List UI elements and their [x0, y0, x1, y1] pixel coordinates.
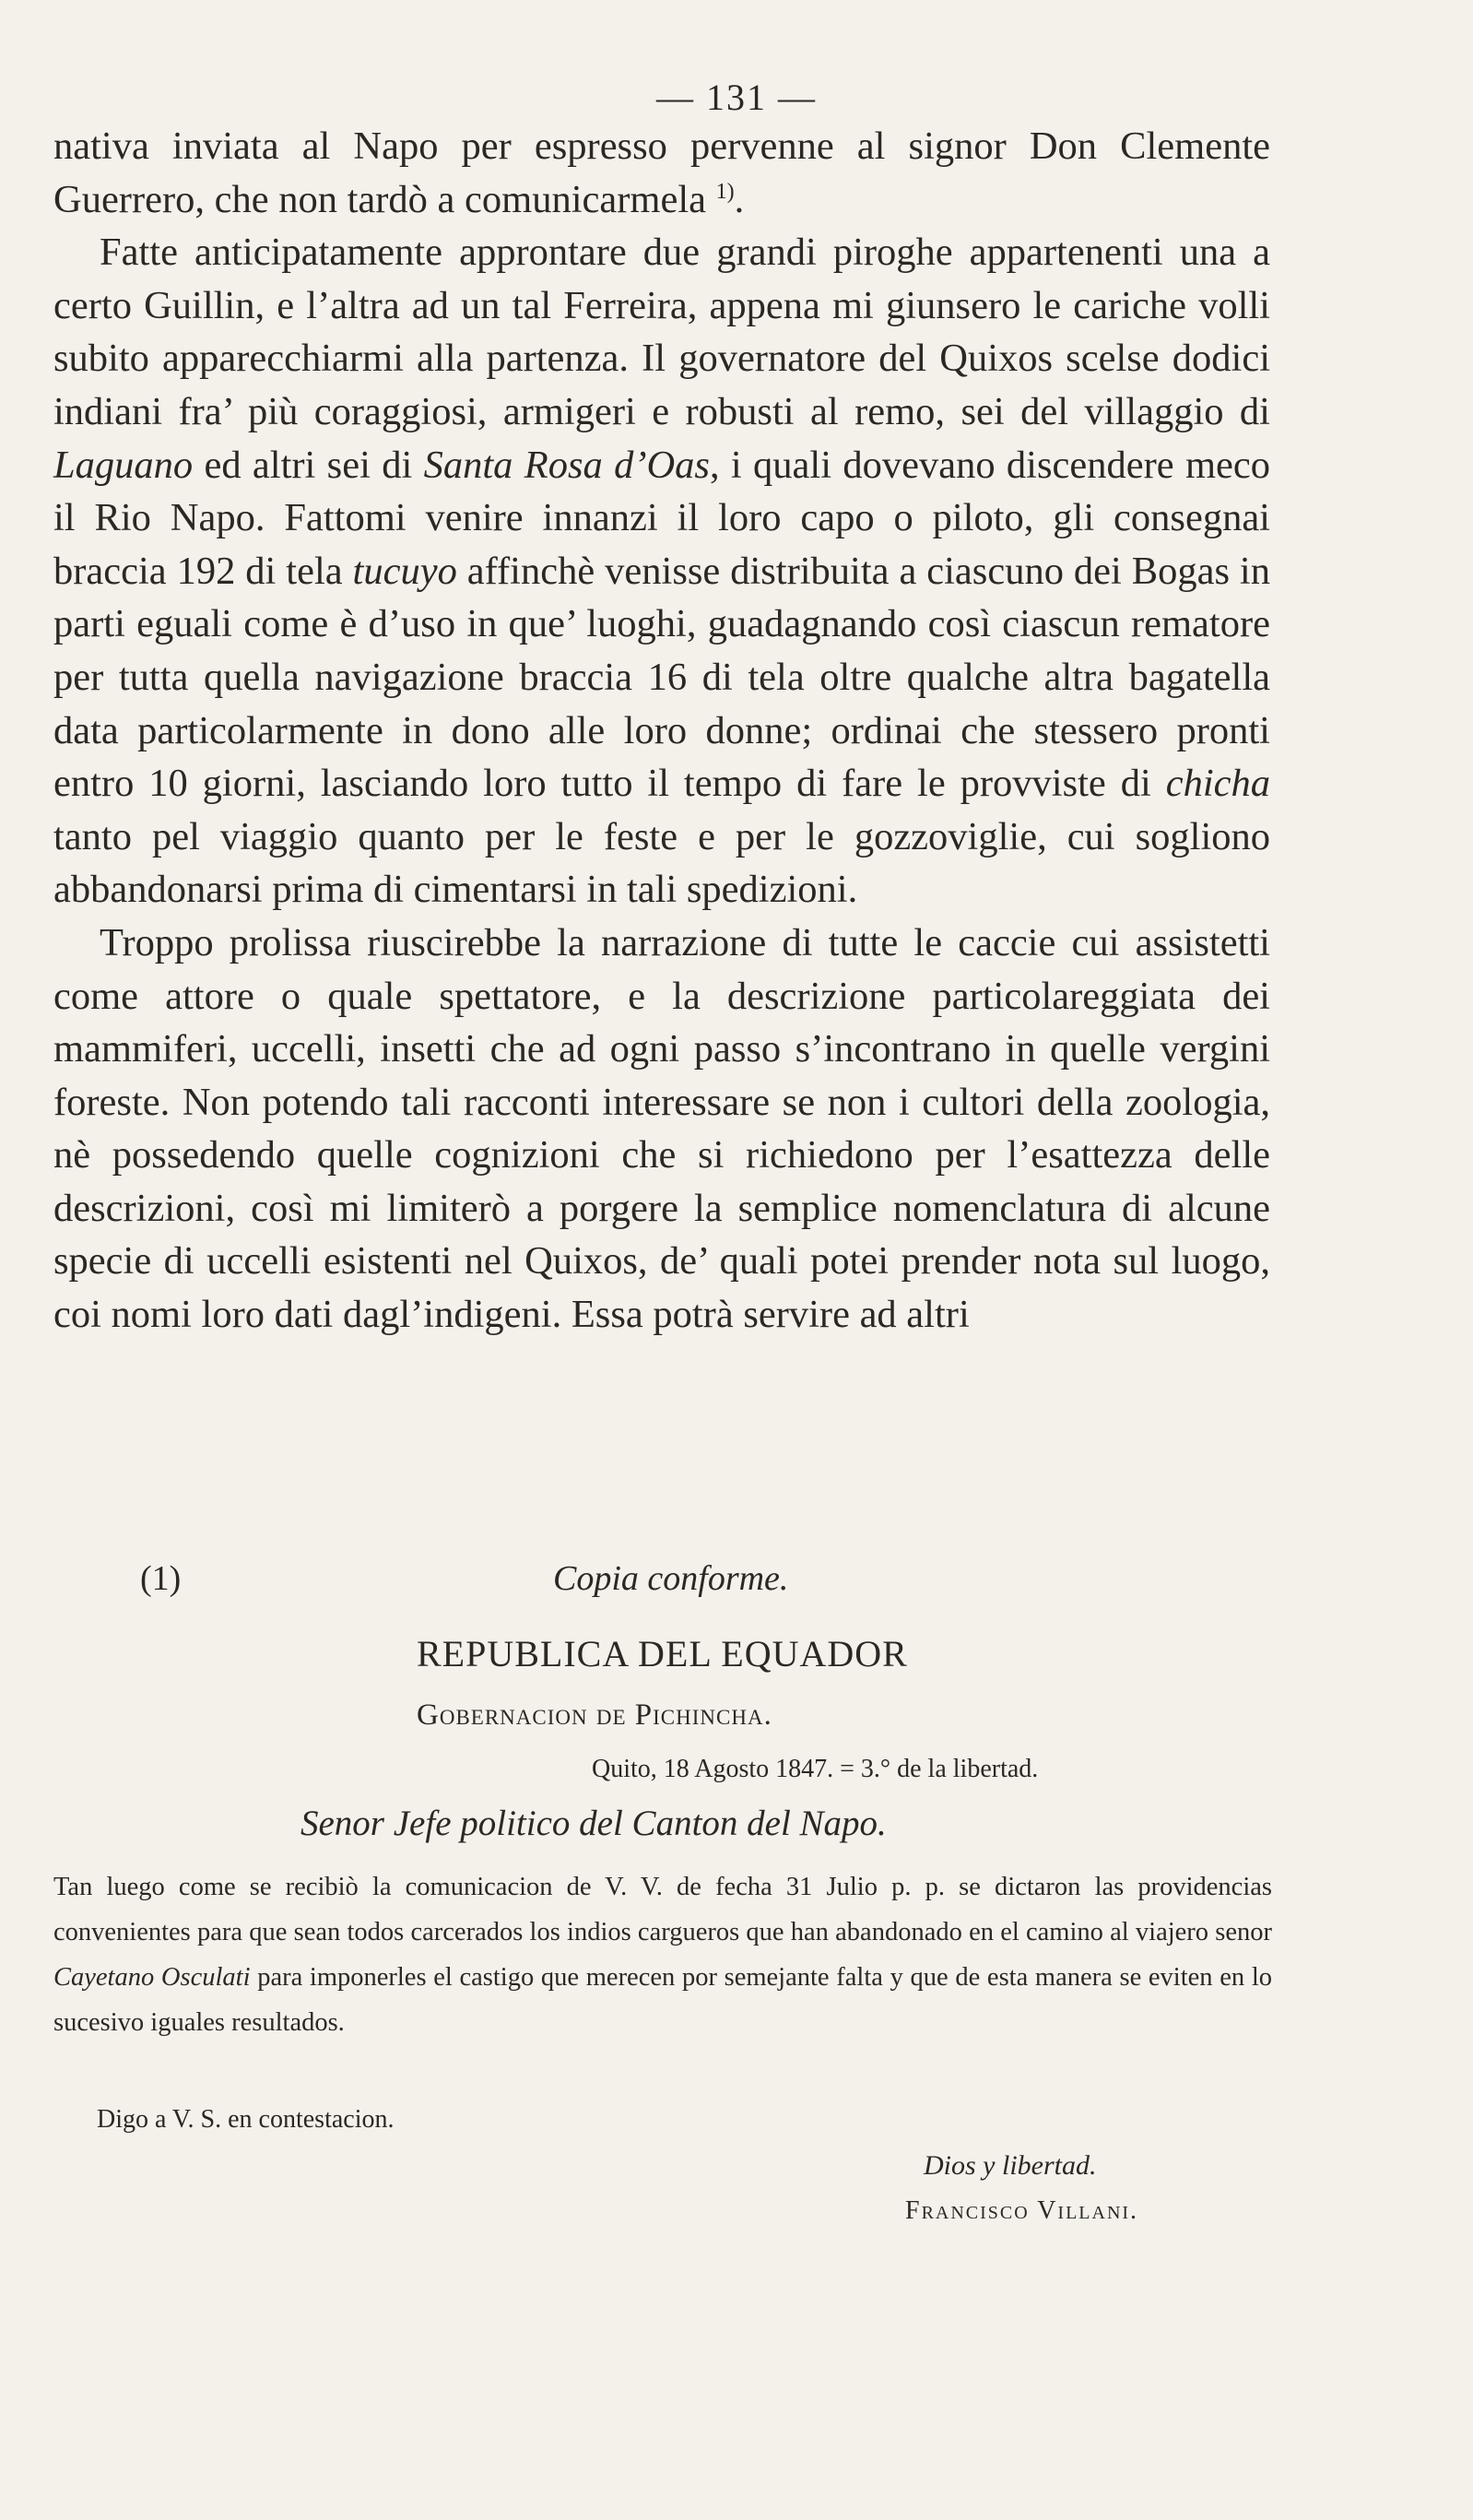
text-run: ed altri sei di — [193, 443, 424, 487]
page-number: — 131 — — [656, 77, 817, 118]
footnote-paragraph — [53, 1864, 1272, 2045]
footnote-gobernacion: Gobernacion de Pichincha. — [417, 1698, 772, 1732]
text-run: . — [734, 177, 745, 221]
paragraph — [53, 917, 1270, 1342]
text-run: para imponerles el castigo que merecen por semejante falta y que de esta manera se eviten en lo sucesivo iguales resultados. — [53, 1963, 1272, 2037]
italic-text: Laguano — [53, 443, 194, 487]
italic-text: Santa Rosa d’Oas — [423, 443, 710, 487]
italic-text: Cayetano Osculati — [53, 1963, 251, 1992]
paragraph — [53, 226, 1270, 917]
main-text — [53, 120, 1270, 1342]
text-run: Troppo prolissa riuscirebbe la narrazione di tutte le caccie cui assistetti come attore o quale spettatore, e la descrizione particolareggiata dei mammiferi, uccelli, insetti che ad ogni passo s’incontrano in quelle vergini foreste. Non potendo tali racconti interessare se non i cultori della zoologia, nè possedendo quelle cognizioni che si richiedono per l’esattezza delle descrizioni, così mi limiterò a porgere la semplice nomenclatura di alcune specie di uccelli esistenti nel Quixos, de’ quali potei prender nota sul luogo, coi nomi loro dati dagl’indigeni. Essa potrà servire ad altri — [53, 920, 1270, 1337]
text-run: tanto pel viaggio quanto per le feste e per le gozzoviglie, cui sogliono abbandonarsi prima di cimentarsi in tali spedizioni. — [53, 814, 1270, 912]
footnote-ref: 1) — [715, 179, 735, 204]
text-run: nativa inviata al Napo per espresso pervenne al signor Don Clemente Guerrero, che non tardò a comunicarmela — [53, 124, 1270, 221]
footnote-addressee: Senor Jefe politico del Canton del Napo. — [300, 1804, 887, 1843]
footnote-closing: Digo a V. S. en contestacion. — [97, 2105, 395, 2134]
italic-text: chicha — [1165, 762, 1270, 806]
italic-text: tucuyo — [352, 549, 457, 593]
footnote-date: Quito, 18 Agosto 1847. = 3.° de la libertad. — [592, 1755, 1039, 1783]
text-run: Tan luego come se recibiò la comunicacion de V. V. de fecha 31 Julio p. p. se dictaron las providencias convenientes para que sean todos carcerados los indios cargueros que han abandonado en el camino al viajero senor — [53, 1873, 1272, 1946]
footnote-signature: Francisco Villani. — [905, 2196, 1139, 2225]
footnote-body — [53, 1864, 1272, 2045]
footnote-republica: REPUBLICA DEL EQUADOR — [417, 1633, 908, 1674]
footnote-mark: (1) — [140, 1559, 182, 1598]
footnote-motto: Dios y libertad. — [924, 2150, 1097, 2181]
footnote-copia: Copia conforme. — [553, 1559, 789, 1598]
text-run: , i quali dovevano discendere meco il Rio Napo. Fattomi venire innanzi il loro capo o piloto, gli consegnai braccia 192 di tela — [53, 443, 1270, 593]
text-run: Fatte anticipatamente approntare due grandi piroghe appartenenti una a certo Guillin, e l’altra ad un tal Ferreira, appena mi giunsero le cariche volli subito apparecchiarmi alla partenza. Il governatore del Quixos scelse dodici indiani fra’ più coraggiosi, armigeri e robusti al remo, sei del villaggio di — [53, 231, 1270, 433]
paragraph — [53, 120, 1270, 226]
text-run: affinchè venisse distribuita a ciascuno dei Bogas in parti eguali come è d’uso in que’ luoghi, guadagnando così ciascun rematore per tutta quella navigazione braccia 16 di tela oltre qualche altra bagatella data particolarmente in dono alle loro donne; ordinai che stessero pronti entro 10 giorni, lasciando loro tutto il tempo di fare le provviste di — [53, 549, 1270, 806]
